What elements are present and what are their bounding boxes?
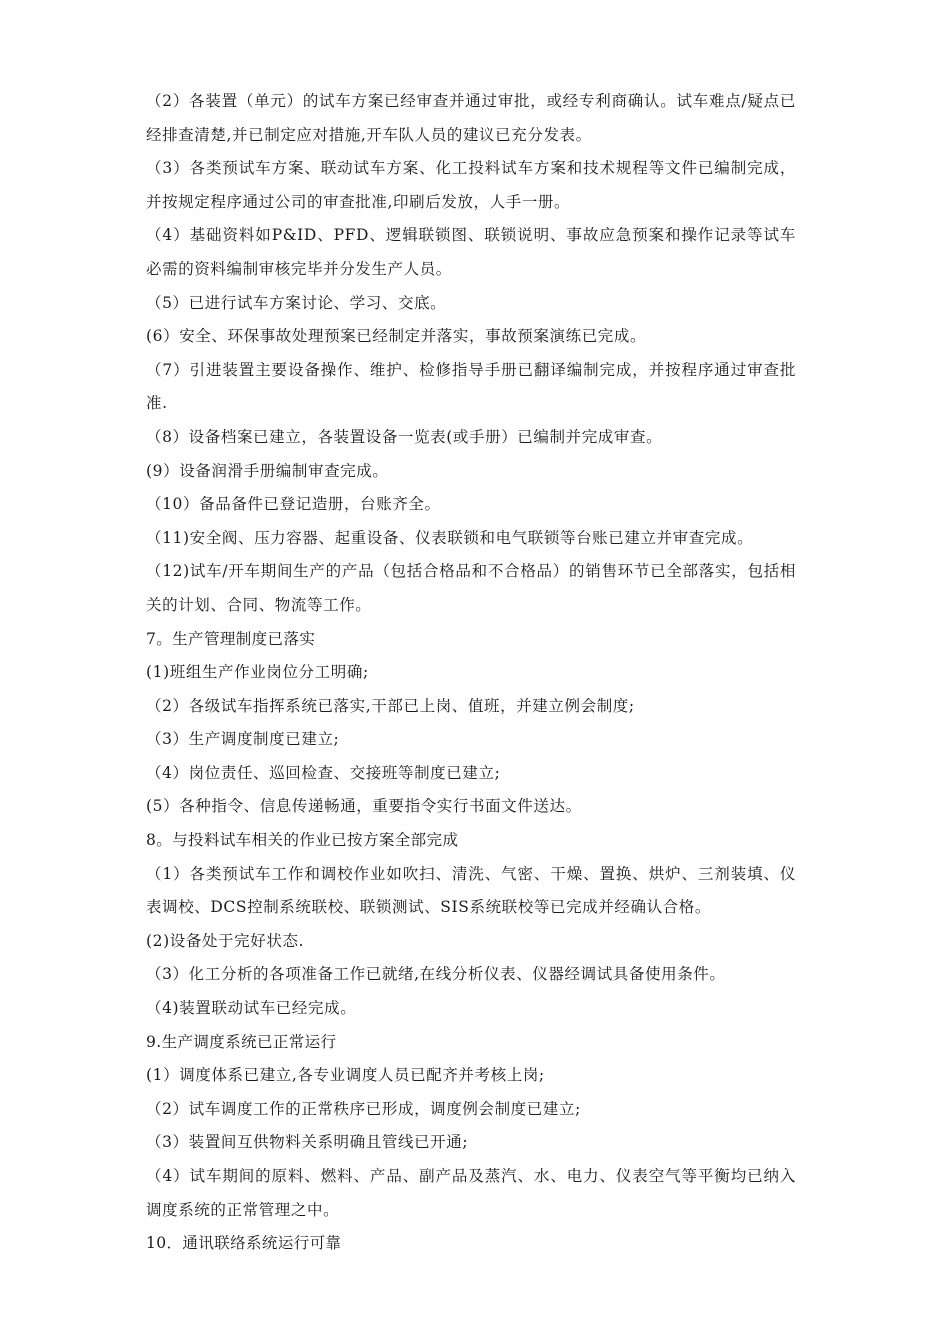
paragraph-item-4-basic-documents: （4）基础资料如P&ID、PFD、逻辑联锁图、联锁说明、事故应急预案和操作记录等试车必需的资料编制审核完毕并分发生产人员。 xyxy=(146,226,796,278)
paragraph-9-2-dispatch-order: （2）试车调度工作的正常秩序已形成，调度例会制度已建立; xyxy=(146,1099,581,1118)
document-body xyxy=(146,85,796,1261)
paragraph-item-3-test-plans-compiled: （3）各类预试车方案、联动试车方案、化工投料试车方案和技术规程等文件已编制完成，并按规定程序通过公司的审查批准,印刷后发放，人手一册。 xyxy=(146,159,796,211)
section-heading-10: 10．通讯联络系统运行可靠 xyxy=(146,1234,342,1253)
paragraph-item-11-ledgers: （11)安全阀、压力容器、起重设备、仪表联锁和电气联锁等台账已建立并审查完成。 xyxy=(146,528,754,547)
paragraph-9-3-material-supply: （3）装置间互供物料关系明确且管线已开通; xyxy=(146,1133,469,1152)
paragraph-7-4-post-responsibility: （4）岗位责任、巡回检查、交接班等制度已建立; xyxy=(146,763,501,782)
paragraph-7-3-dispatch-system: （3）生产调度制度已建立; xyxy=(146,730,340,749)
paragraph-8-3-chemical-analysis: （3）化工分析的各项准备工作已就绪,在线分析仪表、仪器经调试具备使用条件。 xyxy=(146,965,726,984)
paragraph-8-4-joint-test: （4)装置联动试车已经完成。 xyxy=(146,999,357,1018)
paragraph-item-10-spare-parts: （10）备品备件已登记造册，台账齐全。 xyxy=(146,495,441,514)
section-heading-9: 9.生产调度系统已正常运行 xyxy=(146,1032,337,1051)
paragraph-8-1-pre-test-work: （1）各类预试车工作和调校作业如吹扫、清洗、气密、干燥、置换、烘炉、三剂装填、仪表调校、DCS控制系统联校、联锁测试、SIS系统联校等已完成并经确认合格。 xyxy=(146,864,796,917)
paragraph-item-9-lubrication-manual: (9）设备润滑手册编制审查完成。 xyxy=(146,461,389,480)
paragraph-7-1-team-roles: (1)班组生产作业岗位分工明确; xyxy=(146,663,369,682)
paragraph-item-2-test-plan-review: （2）各装置（单元）的试车方案已经审查并通过审批，或经专利商确认。试车难点/疑点已经排查清楚,并已制定应对措施,开车队人员的建议已充分发表。 xyxy=(146,92,796,144)
paragraph-item-7-equipment-manuals: （7）引进装置主要设备操作、维护、检修指导手册已翻译编制完成，并按程序通过审查批准. xyxy=(146,360,796,413)
paragraph-7-5-instructions: (5）各种指令、信息传递畅通，重要指令实行书面文件送达。 xyxy=(146,797,582,816)
section-heading-8: 8。与投料试车相关的作业已按方案全部完成 xyxy=(146,831,459,850)
paragraph-item-5-plan-discussion: （5）已进行试车方案讨论、学习、交底。 xyxy=(146,293,447,312)
paragraph-9-4-balance-management: （4）试车期间的原料、燃料、产品、副产品及蒸汽、水、电力、仪表空气等平衡均已纳入调度系统的正常管理之中。 xyxy=(146,1167,796,1219)
section-heading-7: 7。生产管理制度已落实 xyxy=(146,629,316,648)
paragraph-7-2-command-system: （2）各级试车指挥系统已落实,干部已上岗、值班，并建立例会制度; xyxy=(146,696,635,715)
paragraph-8-2-equipment-condition: (2)设备处于完好状态. xyxy=(146,931,305,950)
paragraph-9-1-dispatch-staff: (1）调度体系已建立,各专业调度人员已配齐并考核上岗; xyxy=(146,1066,545,1085)
paragraph-item-12-product-sales: （12)试车/开车期间生产的产品（包括合格品和不合格品）的销售环节已全部落实，包括相关的计划、合同、物流等工作。 xyxy=(146,562,796,614)
paragraph-item-6-safety-plans: (6）安全、环保事故处理预案已经制定并落实，事故预案演练已完成。 xyxy=(146,327,647,346)
paragraph-item-8-equipment-archives: （8）设备档案已建立，各装置设备一览表(或手册）已编制并完成审查。 xyxy=(146,427,663,446)
